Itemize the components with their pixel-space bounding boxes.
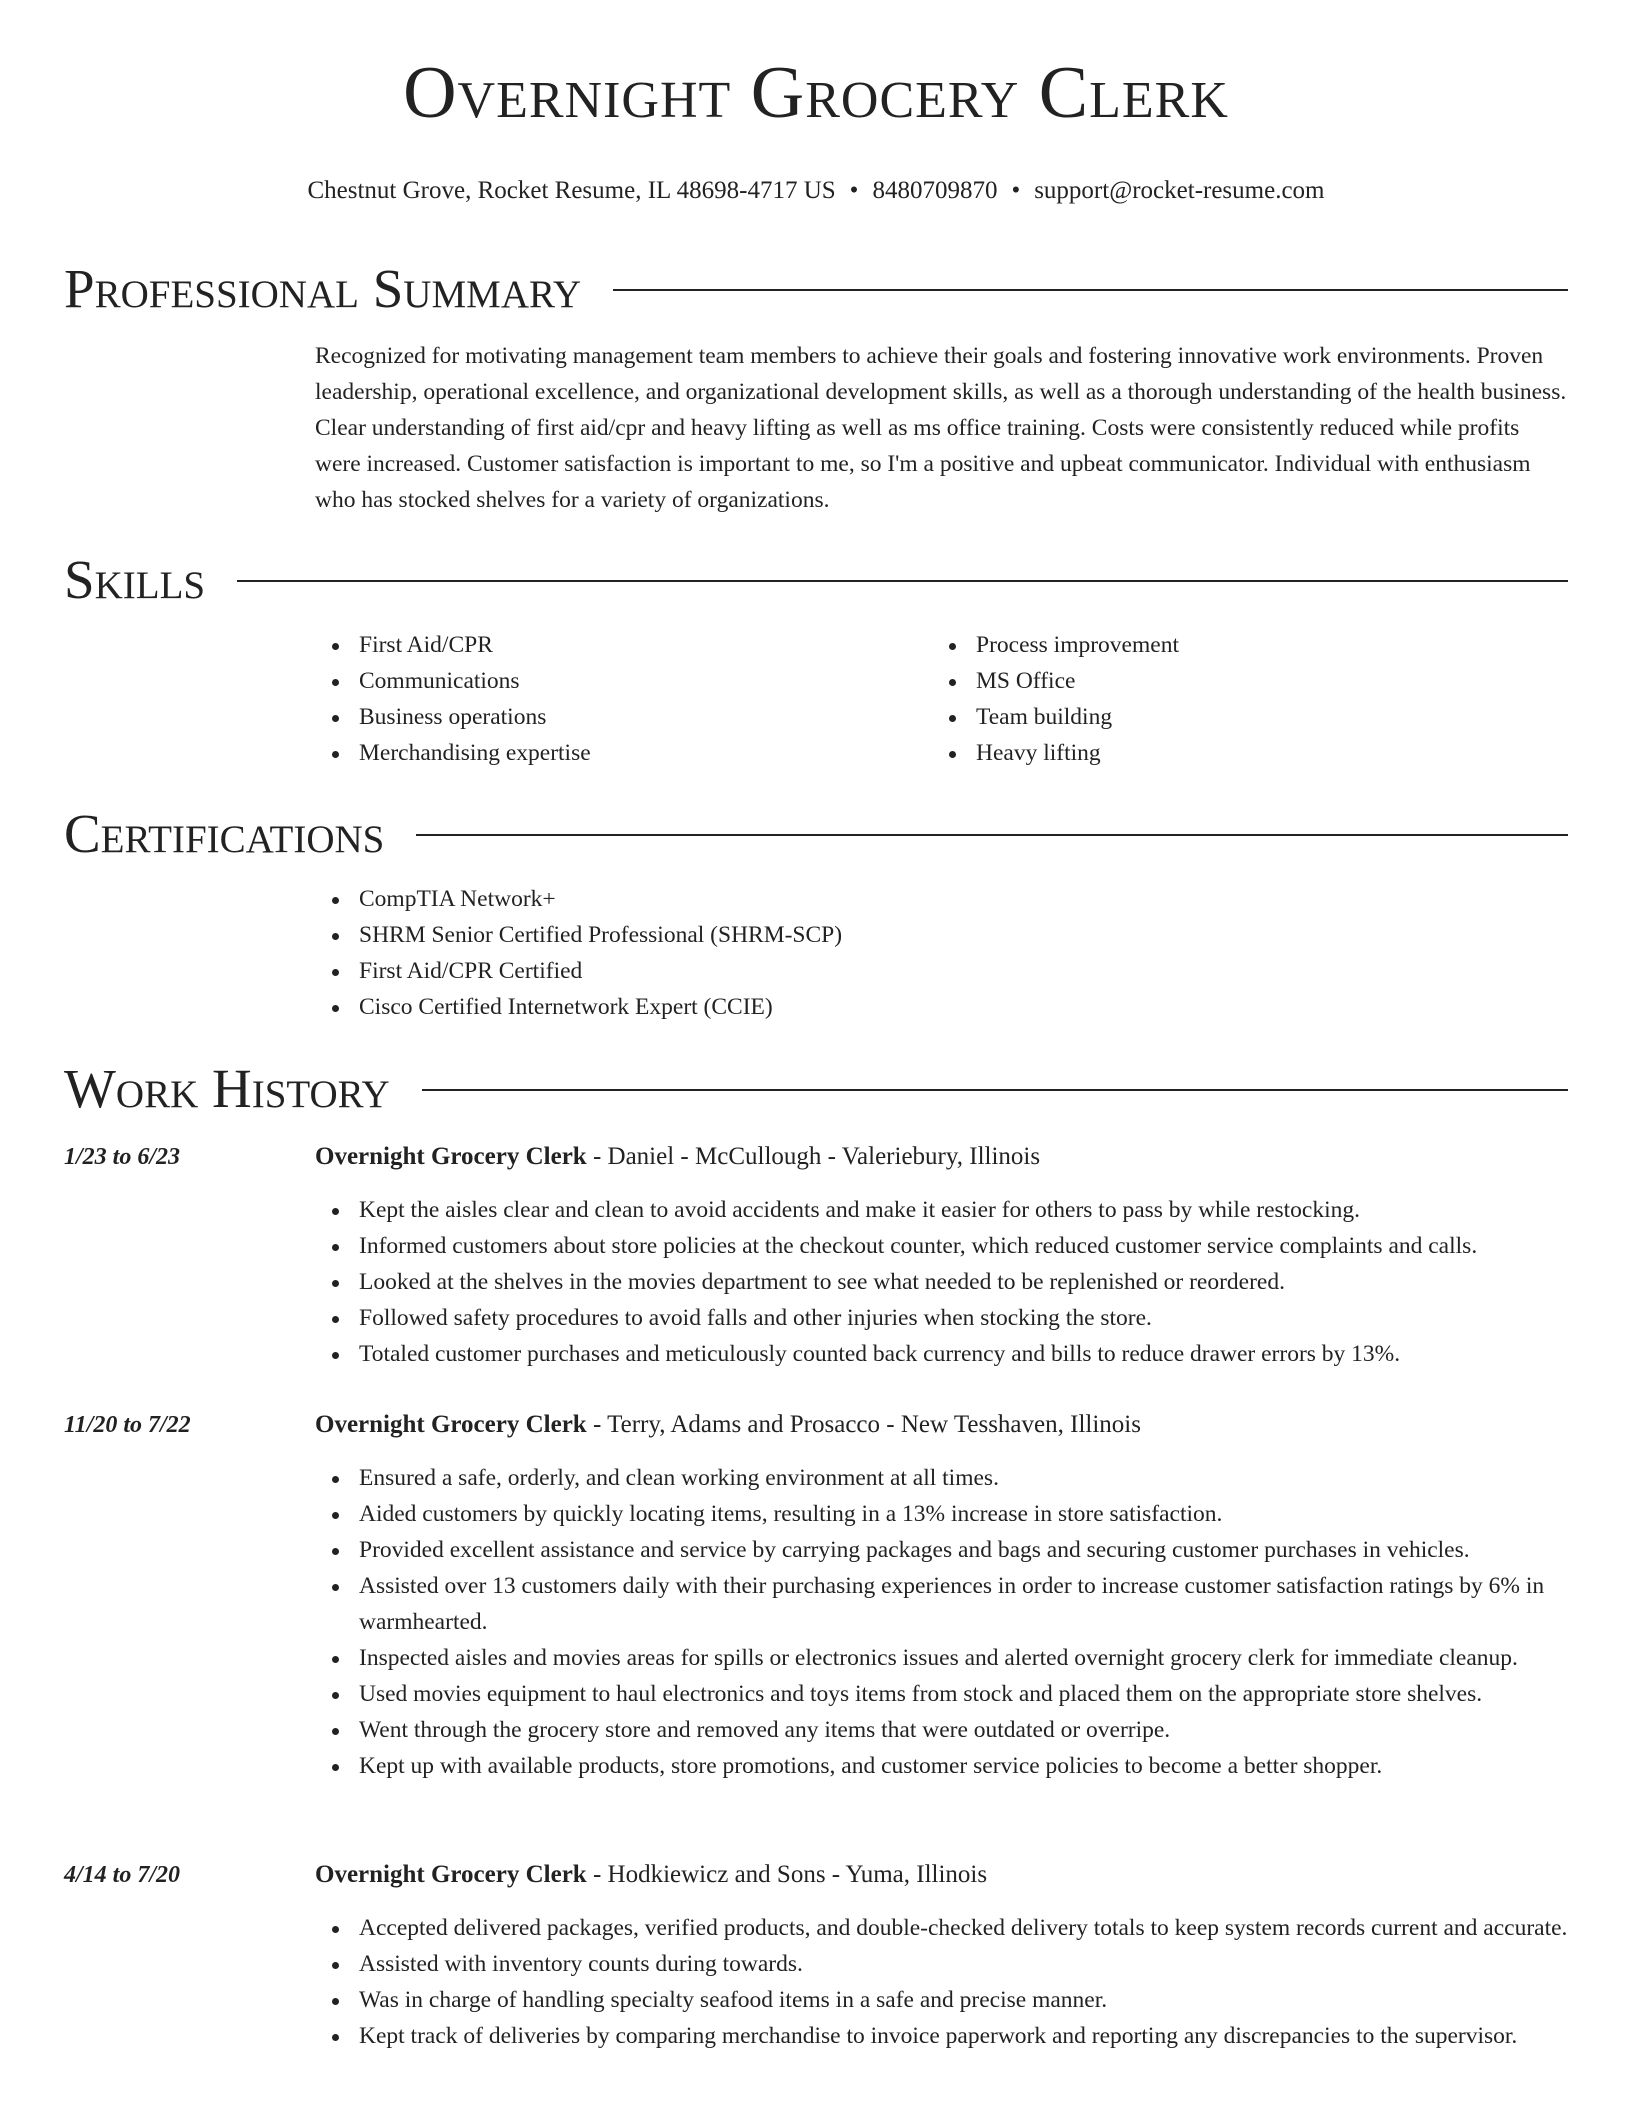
- job-bullet: Kept the aisles clear and clean to avoid accidents and make it easier for others to pass by while restocking.: [315, 1192, 1568, 1228]
- job-employer: - Terry, Adams and Prosacco - New Tesshaven, Illinois: [586, 1411, 1141, 1438]
- job-bullets: [315, 1910, 1568, 2054]
- section-title: Work History: [64, 1057, 390, 1119]
- contact-address: Chestnut Grove, Rocket Resume, IL 48698-4717 US: [307, 177, 836, 204]
- certifications-list: [315, 881, 842, 1025]
- job-dates: 11/20 to 7/22: [64, 1412, 191, 1438]
- job-bullet: Looked at the shelves in the movies department to see what needed to be replenished or reordered.: [315, 1264, 1568, 1300]
- summary-text: Recognized for motivating management team members to achieve their goals and fostering innovative work environments. Proven leadership, operational excellence, and organizational development skills, as well as a thorough understanding of the health business. Clear understanding of first aid/cpr and heavy lifting as well as ms office training. Costs were consistently reduced while profits were increased. Customer satisfaction is important to me, so I'm a positive and upbeat communicator. Individual with enthusiasm who has stocked shelves for a variety of organizations.: [315, 343, 1567, 513]
- job-bullet: Informed customers about store policies at the checkout counter, which reduced customer service complaints and calls.: [315, 1228, 1568, 1264]
- skill-item: Merchandising expertise: [315, 735, 591, 771]
- job-heading: [315, 1407, 1141, 1443]
- skills-list-left: [315, 627, 591, 771]
- section-title: Professional Summary: [64, 257, 582, 319]
- contact-email: support@rocket-resume.com: [1034, 177, 1325, 204]
- skill-item: Heavy lifting: [932, 735, 1179, 771]
- section-divider: [416, 834, 1568, 836]
- certification-item: Cisco Certified Internetwork Expert (CCIE): [315, 989, 842, 1025]
- job-bullet: Aided customers by quickly locating items, resulting in a 13% increase in store satisfaction.: [315, 1496, 1568, 1532]
- section-divider: [613, 289, 1568, 291]
- section-work-header: [64, 1058, 1568, 1118]
- certification-item: CompTIA Network+: [315, 881, 842, 917]
- job-title: Overnight Grocery Clerk: [315, 1143, 587, 1170]
- contact-separator: •: [1011, 177, 1021, 204]
- skill-item: First Aid/CPR: [315, 627, 591, 663]
- section-skills-header: [64, 549, 1568, 609]
- job-bullet: Ensured a safe, orderly, and clean working environment at all times.: [315, 1460, 1568, 1496]
- job-dates: 4/14 to 7/20: [64, 1862, 181, 1888]
- job-bullet: Assisted with inventory counts during towards.: [315, 1946, 1568, 1982]
- job-bullet: Went through the grocery store and removed any items that were outdated or overripe.: [315, 1712, 1568, 1748]
- job-employer: - Hodkiewicz and Sons - Yuma, Illinois: [586, 1861, 988, 1888]
- job-bullet: Used movies equipment to haul electronics and toys items from stock and placed them on the appropriate store shelves.: [315, 1676, 1568, 1712]
- job-bullet: Was in charge of handling specialty seafood items in a safe and precise manner.: [315, 1982, 1568, 2018]
- contact-phone: 8480709870: [872, 177, 998, 204]
- section-certifications-header: [64, 803, 1568, 863]
- skill-item: Team building: [932, 699, 1179, 735]
- skill-item: Business operations: [315, 699, 591, 735]
- skill-item: MS Office: [932, 663, 1179, 699]
- job-bullet: Provided excellent assistance and service by carrying packages and bags and securing customer purchases in vehicles.: [315, 1532, 1568, 1568]
- job-title: Overnight Grocery Clerk: [315, 1411, 587, 1438]
- section-title: Certifications: [64, 802, 385, 864]
- section-title: Skills: [64, 548, 206, 610]
- job-title: Overnight Grocery Clerk: [315, 1861, 587, 1888]
- job-bullet: Followed safety procedures to avoid falls and other injuries when stocking the store.: [315, 1300, 1568, 1336]
- contact-line: [64, 176, 1568, 206]
- certification-item: First Aid/CPR Certified: [315, 953, 842, 989]
- job-bullet: Totaled customer purchases and meticulously counted back currency and bills to reduce drawer errors by 13%.: [315, 1336, 1568, 1372]
- contact-separator: •: [849, 177, 859, 204]
- job-bullet: Accepted delivered packages, verified products, and double-checked delivery totals to keep system records current and accurate.: [315, 1910, 1568, 1946]
- job-bullet: Kept track of deliveries by comparing merchandise to invoice paperwork and reporting any discrepancies to the supervisor.: [315, 2018, 1568, 2054]
- certification-item: SHRM Senior Certified Professional (SHRM-SCP): [315, 917, 842, 953]
- job-dates: 1/23 to 6/23: [64, 1144, 181, 1170]
- resume-name: Overnight Grocery Clerk: [403, 52, 1229, 134]
- skills-list-right: [932, 627, 1179, 771]
- section-divider: [237, 580, 1568, 582]
- section-divider: [422, 1089, 1568, 1091]
- job-bullets: [315, 1460, 1568, 1784]
- job-heading: [315, 1857, 987, 1893]
- job-bullets: [315, 1192, 1568, 1372]
- job-bullet: Inspected aisles and movies areas for spills or electronics issues and alerted overnight grocery clerk for immediate cleanup.: [315, 1640, 1568, 1676]
- job-bullet: Kept up with available products, store promotions, and customer service policies to become a better shopper.: [315, 1748, 1568, 1784]
- section-summary-header: [64, 258, 1568, 318]
- skill-item: Process improvement: [932, 627, 1179, 663]
- job-heading: [315, 1139, 1040, 1175]
- job-employer: - Daniel - McCullough - Valeriebury, Illinois: [586, 1143, 1041, 1170]
- skill-item: Communications: [315, 663, 591, 699]
- job-bullet: Assisted over 13 customers daily with their purchasing experiences in order to increase customer satisfaction ratings by 6% in warmhearted.: [315, 1568, 1568, 1640]
